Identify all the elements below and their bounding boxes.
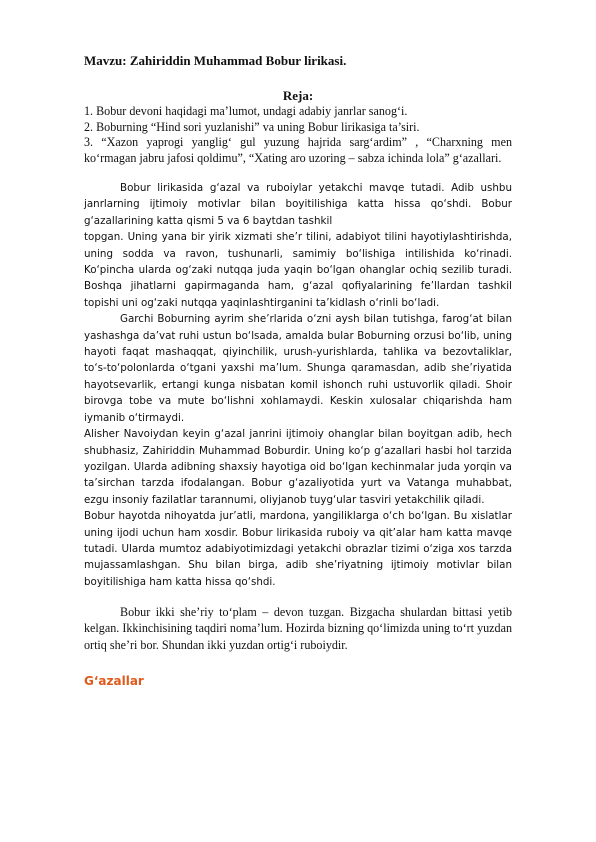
plan-item-2: 2. Boburning “Hind sori yuzlanishi” va uning Bobur lirikasiga ta’siri. (84, 119, 420, 134)
plan-heading: Reja: (282, 88, 314, 103)
paragraph-2: Garchi Boburning ayrim she’rlarida o‘zni aysh bilan tutishga, farog‘at bilan yashashga da’vat ruhi ustun bo‘lsada, amalda bular Boburning orzusi bo‘lib, uning hayoti faqat mashaqqat, qiyinchilik, urush-yurishlarda, tahlika va bezovtaliklar, to‘s-to‘polonlarda o‘tgani yaxshi ma’lum. Shunga qaramasdan, adib she’riyatida hayotsevarlik, ertangi kunga nisbatan komil ishonch ruhi ustuvorlik qiladi. Shoir birovga tobe va mute bo‘lishni xohlamaydi. Keskin xulosalar chiqarishda ham iymanib o‘tirmaydi. (84, 313, 512, 424)
plan-item-1: 1. Bobur devoni haqidagi ma’lumot, undagi adabiy janrlar sanog‘i. (84, 104, 408, 118)
spacer (84, 166, 512, 180)
paragraph-1: Bobur lirikasida g‘azal va ruboiylar yetakchi mavqe tutadi. Adib ushbu janrlarning ijtimoiy motivlar bilan boyitilishiga katta hissa qo‘shdi. Bobur g‘azallarining katta qismi 5 va 6 baytdan tashkil (84, 182, 512, 227)
spacer (84, 590, 512, 604)
document-title: Mavzu: Zahiriddin Muhammad Bobur lirikasi. (84, 53, 347, 68)
section-heading: G‘azallar (84, 673, 144, 688)
paragraph-4: Bobur hayotda nihoyatda jur’atli, mardona, yangiliklarga o‘ch bo‘lgan. Bu xislatlar uning ijodi uchun ham xosdir. Bobur lirikasida ruboiy va qit’alar ham katta mavqe tutadi. Ularda mumtoz adabiyotimizdagi yetakchi obrazlar tizimi o‘ziga xos tarzda mujassamlashgan. Shu bilan birga, adib she’riyatning ijtimoiy motivlar bilan boyitilishiga ham katta hissa qo‘shdi. (84, 510, 512, 588)
paragraph-1-continued: topgan. Uning yana bir yirik xizmati she’r tilini, adabiyot tilini hayotiylashtirishda, uning sodda va ravon, tushunarli, samimiy bo‘lishiga intilishida ko‘rinadi. Ko‘pincha ularda og‘zaki nutqqa juda yaqin bo‘lgan ohanglar ochiq sezilib turadi. Boshqa jihatlarni gapirmaganda ham, g‘azal qofiyalarining fe’llardan tashkil topishi uni og‘zaki nutqqa yaqinlashtirganini ta’kidlash o‘rinli bo‘ladi. (84, 231, 512, 309)
paragraph-3: Alisher Navoiydan keyin g‘azal janrini ijtimoiy ohanglar bilan boyitgan adib, hech shubhasiz, Zahiriddin Muhammad Boburdir. Uning ko‘p g‘azallari hasbi hol tarzida yozilgan. Ularda adibning shaxsiy hayotiga oid bo‘lgan kechinmalar juda yorqin va ta’sirchan tarzda ifodalangan. Bobur g‘azaliyotida yurt va Vatanga muhabbat, ezgu insoniy fazilatlar tarannumi, oliyjanob tuyg‘ular tasviri yetakchilik qiladi. (84, 428, 512, 506)
plan-item-3: 3. “Xazon yaprogi yanglig‘ gul yuzung hajrida sarg‘ardim” , “Charxning men ko‘rmagan jabru jafosi qoldimu”, “Xating aro uzoring – sabza ichinda lola” g‘azallari. (84, 135, 512, 165)
paragraph-5: Bobur ikki she’riy to‘plam – devon tuzgan. Bizgacha shulardan bittasi yetib kelgan. Ikkinchisining taqdiri noma’lum. Hozirda bizning qo‘limizda uning to‘rt yuzdan ortiq she’ri bor. Shundan ikki yuzdan ortig‘i ruboiydir. (84, 605, 512, 652)
document-body (84, 52, 512, 689)
